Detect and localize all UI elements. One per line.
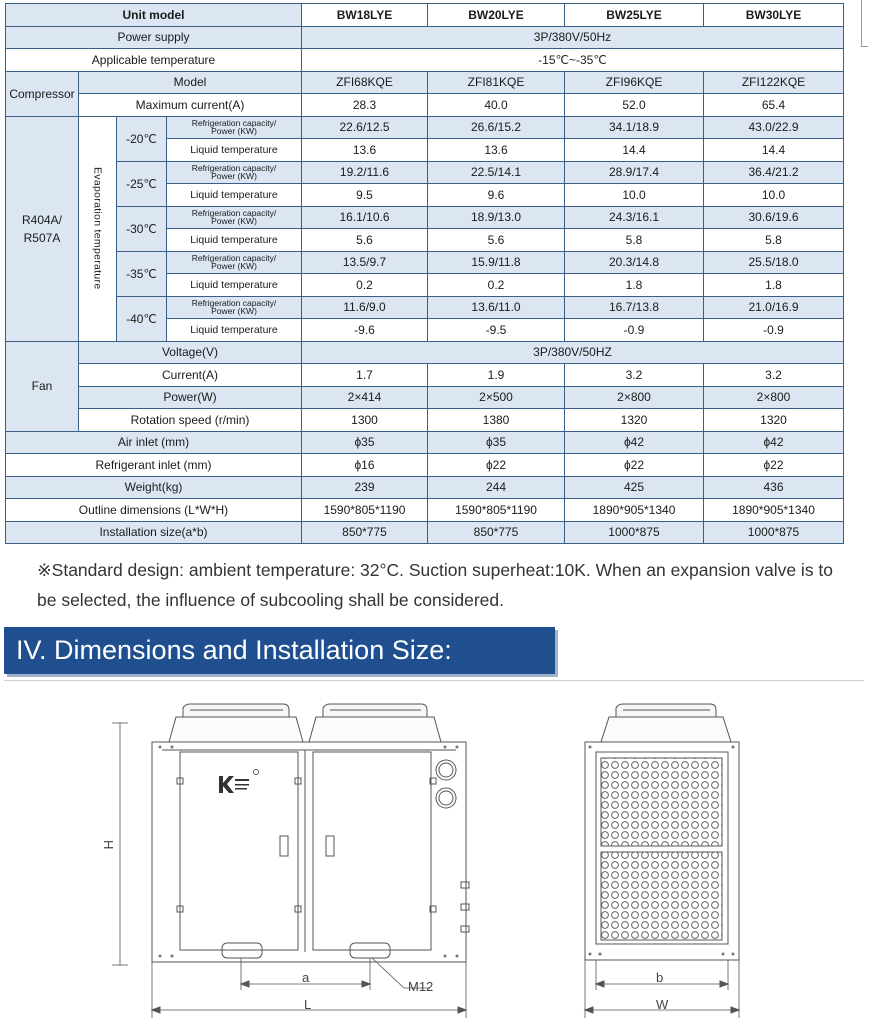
liquid-temperature-value: 5.6: [428, 229, 565, 252]
applicable-temperature-value: -15℃~-35℃: [302, 49, 844, 72]
fan-speed-value: 1320: [565, 409, 704, 432]
liquid-temperature-label: Liquid temperature: [167, 229, 302, 252]
capacity-label: Refrigeration capacity/ Power (KW): [167, 206, 302, 229]
compressor-group-label: Compressor: [6, 71, 79, 116]
outline-dimensions-value: 1590*805*1190: [302, 499, 428, 522]
capacity-label: Refrigeration capacity/ Power (KW): [167, 251, 302, 274]
scrollbar-edge: [861, 0, 868, 47]
capacity-label: Refrigeration capacity/ Power (KW): [167, 296, 302, 319]
refrigerant-inlet-value: ϕ22: [565, 454, 704, 477]
max-current-value: 52.0: [565, 94, 704, 117]
fan-speed-value: 1320: [704, 409, 844, 432]
l-label: L: [304, 997, 312, 1012]
capacity-value: 25.5/18.0: [704, 251, 844, 274]
liquid-temperature-value: 13.6: [302, 139, 428, 162]
fan-power-value: 2×414: [302, 386, 428, 409]
capacity-value: 13.5/9.7: [302, 251, 428, 274]
installation-size-value: 1000*875: [704, 521, 844, 544]
fan-current-label: Current(A): [79, 364, 302, 387]
row-cap-minus30: [6, 206, 844, 229]
liquid-temperature-value: -0.9: [565, 319, 704, 342]
spec-table: [5, 3, 844, 544]
capacity-value: 30.6/19.6: [704, 206, 844, 229]
dimension-drawing: [0, 690, 869, 1018]
refrigerant-inlet-value: ϕ22: [428, 454, 565, 477]
weight-label: Weight(kg): [6, 476, 302, 499]
weight-value: 239: [302, 476, 428, 499]
model-name: BW18LYE: [302, 4, 428, 27]
air-inlet-value: ϕ35: [428, 431, 565, 454]
fan-voltage-label: Voltage(V): [79, 341, 302, 364]
capacity-value: 43.0/22.9: [704, 116, 844, 139]
max-current-value: 28.3: [302, 94, 428, 117]
installation-size-label: Installation size(a*b): [6, 521, 302, 544]
row-fan-voltage: [6, 341, 844, 364]
fan-speed-value: 1300: [302, 409, 428, 432]
liquid-temperature-value: 10.0: [704, 184, 844, 207]
capacity-label: Refrigeration capacity/ Power (KW): [167, 161, 302, 184]
height-label: H: [101, 840, 116, 850]
weight-value: 244: [428, 476, 565, 499]
row-fan-current: [6, 364, 844, 387]
fan-current-value: 3.2: [704, 364, 844, 387]
capacity-value: 15.9/11.8: [428, 251, 565, 274]
evap-temp: -25℃: [117, 161, 167, 206]
fan-speed-value: 1380: [428, 409, 565, 432]
refrigerant-inlet-value: ϕ16: [302, 454, 428, 477]
capacity-value: 11.6/9.0: [302, 296, 428, 319]
max-current-value: 40.0: [428, 94, 565, 117]
air-inlet-value: ϕ35: [302, 431, 428, 454]
outline-dimensions-value: 1590*805*1190: [428, 499, 565, 522]
liquid-temperature-label: Liquid temperature: [167, 319, 302, 342]
row-cap-minus40: [6, 296, 844, 319]
liquid-temperature-value: 13.6: [428, 139, 565, 162]
row-fan-power: [6, 386, 844, 409]
fan-power-value: 2×500: [428, 386, 565, 409]
fan-power-value: 2×800: [565, 386, 704, 409]
w-label: W: [656, 997, 669, 1012]
liquid-temperature-value: -9.6: [302, 319, 428, 342]
liquid-temperature-value: -9.5: [428, 319, 565, 342]
capacity-value: 24.3/16.1: [565, 206, 704, 229]
compressor-model: ZFI96KQE: [565, 71, 704, 94]
evaporation-temperature-label: Evaporation temperature: [79, 116, 117, 341]
m12-label: M12: [408, 979, 434, 994]
compressor-model: ZFI81KQE: [428, 71, 565, 94]
refrigerant-group-label: R404A/ R507A: [6, 116, 79, 341]
liquid-temperature-value: 14.4: [704, 139, 844, 162]
installation-size-value: 850*775: [428, 521, 565, 544]
power-supply-label: Power supply: [6, 26, 302, 49]
compressor-model: ZFI68KQE: [302, 71, 428, 94]
fan-housing-right: [309, 704, 441, 742]
fan-housing-left: [169, 704, 303, 742]
air-inlet-label: Air inlet (mm): [6, 431, 302, 454]
row-air-inlet: [6, 431, 844, 454]
capacity-value: 36.4/21.2: [704, 161, 844, 184]
liquid-temperature-value: 9.5: [302, 184, 428, 207]
compressor-model-label: Model: [79, 71, 302, 94]
refrigerant-inlet-label: Refrigerant inlet (mm): [6, 454, 302, 477]
outline-dimensions-value: 1890*905*1340: [704, 499, 844, 522]
row-compressor-model: [6, 71, 844, 94]
section-divider: [4, 680, 864, 681]
outline-dimensions-label: Outline dimensions (L*W*H): [6, 499, 302, 522]
capacity-value: 22.6/12.5: [302, 116, 428, 139]
liquid-temperature-label: Liquid temperature: [167, 274, 302, 297]
fan-current-value: 3.2: [565, 364, 704, 387]
evap-temp: -40℃: [117, 296, 167, 341]
b-label: b: [656, 970, 664, 985]
capacity-value: 20.3/14.8: [565, 251, 704, 274]
capacity-value: 22.5/14.1: [428, 161, 565, 184]
capacity-label: Refrigeration capacity/ Power (KW): [167, 116, 302, 139]
liquid-temperature-label: Liquid temperature: [167, 139, 302, 162]
liquid-temperature-value: 5.6: [302, 229, 428, 252]
evap-temp: -30℃: [117, 206, 167, 251]
row-unit-model: [6, 4, 844, 27]
fan-current-value: 1.9: [428, 364, 565, 387]
capacity-value: 21.0/16.9: [704, 296, 844, 319]
capacity-value: 16.7/13.8: [565, 296, 704, 319]
row-fan-speed: [6, 409, 844, 432]
outline-dimensions-value: 1890*905*1340: [565, 499, 704, 522]
standard-design-note: ※Standard design: ambient temperature: 32°C. Suction superheat:10K. When an expansion valve is to be selected, the influence of subcooling shall be considered.: [37, 560, 834, 610]
row-compressor-current: [6, 94, 844, 117]
model-name: BW30LYE: [704, 4, 844, 27]
a-label: a: [302, 970, 310, 985]
installation-size-value: 1000*875: [565, 521, 704, 544]
weight-value: 436: [704, 476, 844, 499]
liquid-temperature-value: 9.6: [428, 184, 565, 207]
liquid-temperature-value: 14.4: [565, 139, 704, 162]
applicable-temperature-label: Applicable temperature: [6, 49, 302, 72]
air-inlet-value: ϕ42: [704, 431, 844, 454]
liquid-temperature-value: 5.8: [704, 229, 844, 252]
row-applicable-temperature: [6, 49, 844, 72]
capacity-value: 19.2/11.6: [302, 161, 428, 184]
row-cap-minus20: [6, 116, 844, 139]
refrigerant-inlet-value: ϕ22: [704, 454, 844, 477]
weight-value: 425: [565, 476, 704, 499]
liquid-temperature-value: 0.2: [428, 274, 565, 297]
liquid-temperature-value: 1.8: [704, 274, 844, 297]
fan-current-value: 1.7: [302, 364, 428, 387]
row-cap-minus25: [6, 161, 844, 184]
fan-voltage-value: 3P/380V/50HZ: [302, 341, 844, 364]
capacity-value: 18.9/13.0: [428, 206, 565, 229]
liquid-temperature-value: -0.9: [704, 319, 844, 342]
model-name: BW25LYE: [565, 4, 704, 27]
capacity-value: 13.6/11.0: [428, 296, 565, 319]
fan-group-label: Fan: [6, 341, 79, 431]
capacity-value: 28.9/17.4: [565, 161, 704, 184]
liquid-temperature-value: 10.0: [565, 184, 704, 207]
row-outline: [6, 499, 844, 522]
air-inlet-value: ϕ42: [565, 431, 704, 454]
compressor-model: ZFI122KQE: [704, 71, 844, 94]
liquid-temperature-value: 1.8: [565, 274, 704, 297]
model-name: BW20LYE: [428, 4, 565, 27]
fan-power-label: Power(W): [79, 386, 302, 409]
capacity-value: 26.6/15.2: [428, 116, 565, 139]
max-current-value: 65.4: [704, 94, 844, 117]
row-refrigerant-inlet: [6, 454, 844, 477]
liquid-temperature-value: 5.8: [565, 229, 704, 252]
fan-speed-label: Rotation speed (r/min): [79, 409, 302, 432]
installation-size-value: 850*775: [302, 521, 428, 544]
row-cap-minus35: [6, 251, 844, 274]
section-title: IV. Dimensions and Installation Size:: [4, 627, 555, 674]
evap-temp: -20℃: [117, 116, 167, 161]
front-view: [112, 704, 469, 1018]
row-installation: [6, 521, 844, 544]
unit-model-label: Unit model: [6, 4, 302, 27]
fan-power-value: 2×800: [704, 386, 844, 409]
row-power-supply: [6, 26, 844, 49]
capacity-value: 34.1/18.9: [565, 116, 704, 139]
evap-temp: -35℃: [117, 251, 167, 296]
liquid-temperature-label: Liquid temperature: [167, 184, 302, 207]
power-supply-value: 3P/380V/50Hz: [302, 26, 844, 49]
liquid-temperature-value: 0.2: [302, 274, 428, 297]
max-current-label: Maximum current(A): [79, 94, 302, 117]
row-weight: [6, 476, 844, 499]
capacity-value: 16.1/10.6: [302, 206, 428, 229]
